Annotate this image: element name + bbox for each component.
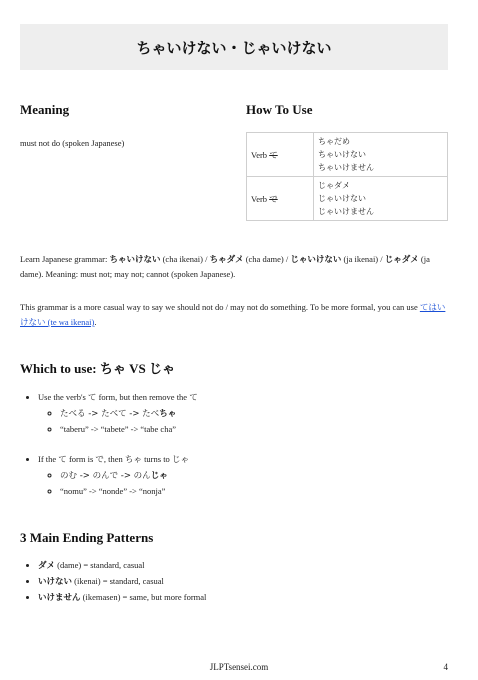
table-row <box>247 133 448 177</box>
form-item: ちゃいけない <box>318 150 366 159</box>
list-item: ◦ “nomu” -> “nonde” -> “nonja” <box>60 484 458 499</box>
form-item: ちゃだめ <box>318 137 350 146</box>
meaning-heading: Meaning <box>20 102 70 117</box>
list-item: • Use the verb's て form, but then remove the て ◦ たべる -> たべて -> たべちゃ ◦ “taberu” -> “tabete” -> “tabe cha” <box>38 390 458 437</box>
forms-cell <box>314 133 448 177</box>
verb-label: Verb <box>251 149 270 160</box>
patterns-heading: 3 Main Ending Patterns <box>20 530 154 545</box>
form-item: じゃいけない <box>318 194 366 203</box>
how-to-use-table <box>246 132 448 221</box>
title-banner <box>20 24 448 70</box>
page-title: ちゃいけない・じゃいけない <box>136 38 332 57</box>
meaning-text: must not do (spoken Japanese) <box>20 138 125 148</box>
table-row <box>247 177 448 221</box>
casual-paragraph: This grammar is a more casual way to say we should not do / may not do something. To be more formal, you can use てはいけない (te wa ikenai). <box>20 302 446 328</box>
list-item: • If the て form is で, then ちゃ turns to じゃ ◦ のむ -> のんで -> のんじゃ ◦ “nomu” -> “nonde” -> “nonja” <box>38 452 458 499</box>
list-item: ◦ “taberu” -> “tabete” -> “tabe cha” <box>60 422 458 437</box>
which-to-use-heading: Which to use: ちゃ VS じゃ <box>20 361 175 377</box>
list-item: ◦ たべる -> たべて -> たべちゃ <box>60 406 458 422</box>
verb-cell <box>247 133 314 177</box>
struck-de: で <box>269 194 278 205</box>
form-item: じゃダメ <box>318 181 350 190</box>
intro-paragraph: Learn Japanese grammar: ちゃいけない (cha ikenai) / ちゃダメ (cha dame) / じゃいけない (ja ikenai) / じゃダメ (ja dame). Meaning: must not; may not; cannot (spoken Japanese). <box>20 254 430 279</box>
forms-cell <box>314 177 448 221</box>
which-list-1 <box>20 390 458 437</box>
how-to-use-heading: How To Use <box>246 102 313 117</box>
form-item: じゃいけません <box>318 207 374 216</box>
verb-label: Verb <box>251 193 270 204</box>
te-wa-ikenai-link[interactable]: てはいけない (te wa ikenai) <box>20 303 446 328</box>
footer-site: JLPTsensei.com <box>209 662 269 672</box>
page-number: 4 <box>443 662 448 672</box>
which-list-2 <box>20 452 458 499</box>
verb-cell <box>247 177 314 221</box>
list-item: ◦ のむ -> のんで -> のんじゃ <box>60 468 458 484</box>
list-item: • いけません (ikemasen) = same, but more formal <box>38 590 458 606</box>
struck-te: て <box>269 150 278 161</box>
form-item: ちゃいけません <box>318 163 374 172</box>
list-item: • いけない (ikenai) = standard, casual <box>38 574 458 590</box>
patterns-list <box>20 558 458 606</box>
list-item: • ダメ (dame) = standard, casual <box>38 558 458 574</box>
